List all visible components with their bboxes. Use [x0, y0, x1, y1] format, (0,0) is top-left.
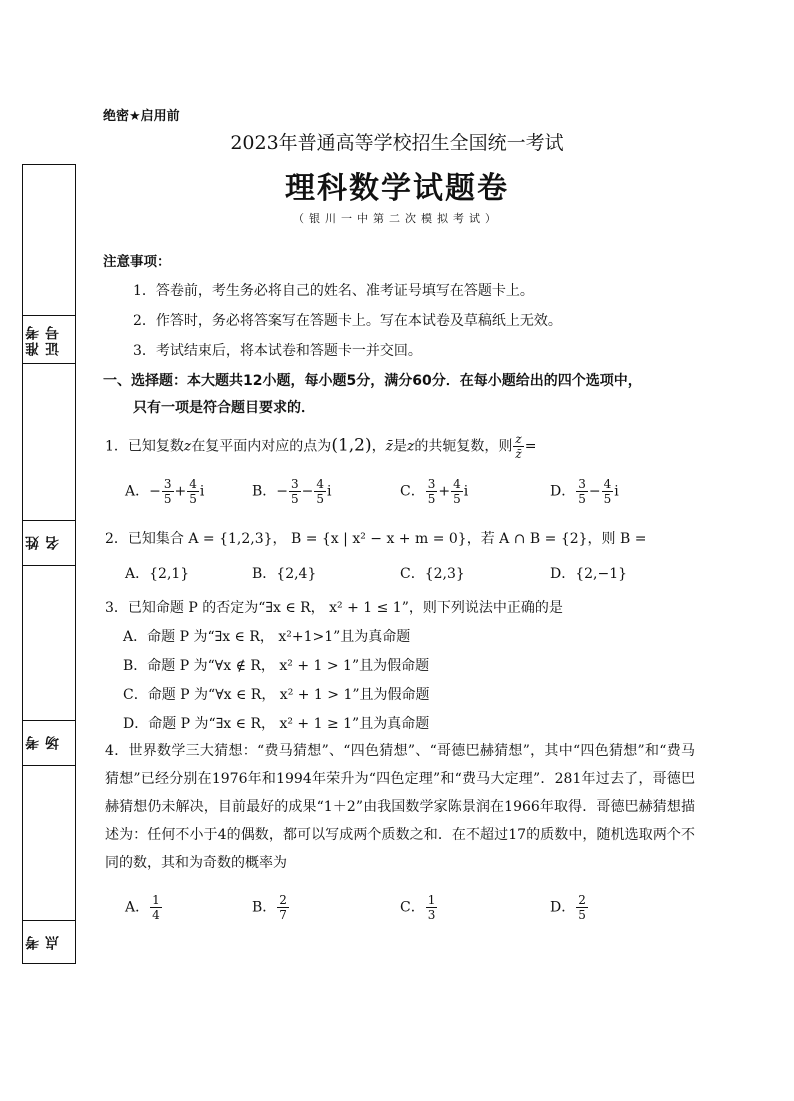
sidebar-label-name: 姓名: [25, 534, 61, 550]
question-1-option-c[interactable]: C． $\frac{3}{5}$ + $\frac{4}{5}$ i: [400, 477, 469, 506]
fraction: $\frac{z}{z̄}$: [515, 432, 522, 461]
paper-subtitle: （银川一中第二次模拟考试）: [293, 212, 501, 225]
sidebar-divider: [23, 920, 75, 921]
sidebar-divider: [23, 720, 75, 721]
sidebar-divider: [23, 363, 75, 364]
question-4-option-c[interactable]: C． $\frac{1}{3}$: [400, 893, 436, 922]
sidebar-label-exam-id: 准考证号: [25, 324, 61, 356]
notice-heading: 注意事项：: [103, 254, 171, 270]
question-4-option-b[interactable]: B． $\frac{2}{7}$: [252, 893, 287, 922]
question-1-option-d[interactable]: D． $\frac{3}{5}$ − $\frac{4}{5}$ i: [550, 477, 619, 506]
question-1-option-a[interactable]: A．− $\frac{3}{5}$ + $\frac{4}{5}$ i: [125, 477, 205, 506]
question-2-option-c[interactable]: C．{2,3}: [400, 566, 465, 582]
question-4-stem: 4．世界数学三大猜想：“费马猜想”、“四色猜想”、“哥德巴赫猜想”，其中“四色猜想”和“费马猜想”已经分别在1976年和1994年荣升为“四色定理”和“费马大定理”．281年过去了，哥德巴赫猜想仍未解决，目前最好的成果“1＋2”由我国数学家陈景润在1966年取得．哥德巴赫猜想描述为：任何不小于4的偶数，都可以写成两个质数之和．在不超过17的质数中，随机选取两个不同的数，其和为奇数的概率为: [105, 743, 695, 871]
notice-item: 2．作答时，务必将答案写在答题卡上。写在本试卷及草稿纸上无效。: [133, 313, 562, 329]
question-3-option-a[interactable]: A．命题 P 为“∃x ∈ R， x²+1>1”且为真命题: [123, 629, 411, 645]
notice-item: 1．答卷前，考生务必将自己的姓名、准考证号填写在答题卡上。: [133, 283, 534, 299]
sidebar-divider: [23, 765, 75, 766]
binding-sidebar: [22, 164, 76, 964]
exam-title: 2023年普通高等学校招生全国统一考试: [230, 132, 564, 154]
question-2-option-b[interactable]: B．{2,4}: [252, 566, 317, 582]
secret-label: 绝密★启用前: [103, 109, 180, 124]
question-3-option-d[interactable]: D．命题 P 为“∃x ∈ R， x² + 1 ≥ 1”且为真命题: [123, 716, 430, 732]
question-4-option-a[interactable]: A． $\frac{1}{4}$: [125, 893, 160, 922]
question-1-stem: 1．已知复数z在复平面内对应的点为(1,2)，z̄是z的共轭复数，则 $\frac{z}{z̄}$ =: [105, 432, 537, 461]
question-2-option-d[interactable]: D．{2,−1}: [550, 566, 628, 582]
sidebar-divider: [23, 315, 75, 316]
sidebar-label-site: 考点: [25, 934, 61, 950]
section-heading-line2: 只有一项是符合题目要求的．: [133, 400, 315, 416]
question-3-option-b[interactable]: B．命题 P 为“∀x ∉ R， x² + 1 > 1”且为假命题: [123, 658, 430, 674]
question-1-option-b[interactable]: B．− $\frac{3}{5}$ − $\frac{4}{5}$ i: [252, 477, 332, 506]
notice-item: 3．考试结束后，将本试卷和答题卡一并交回。: [133, 343, 422, 359]
section-heading-line1: 一、选择题：本大题共12小题，每小题5分，满分60分．在每小题给出的四个选项中，: [103, 373, 642, 389]
question-2-option-a[interactable]: A．{2,1}: [125, 566, 190, 582]
question-2-stem: 2．已知集合 A = {1,2,3}， B = {x | x² − x + m = 0}，若 A ∩ B = {2}，则 B =: [105, 531, 647, 547]
question-4-option-d[interactable]: D． $\frac{2}{5}$: [550, 893, 586, 922]
sidebar-divider: [23, 520, 75, 521]
question-3-option-c[interactable]: C．命题 P 为“∀x ∈ R， x² + 1 > 1”且为假命题: [123, 687, 430, 703]
sidebar-divider: [23, 565, 75, 566]
sidebar-label-room: 考场: [25, 734, 61, 750]
paper-title: 理科数学试题卷: [285, 171, 509, 206]
question-3-stem: 3．已知命题 P 的否定为“∃x ∈ R， x² + 1 ≤ 1”，则下列说法中正确的是: [105, 600, 563, 616]
